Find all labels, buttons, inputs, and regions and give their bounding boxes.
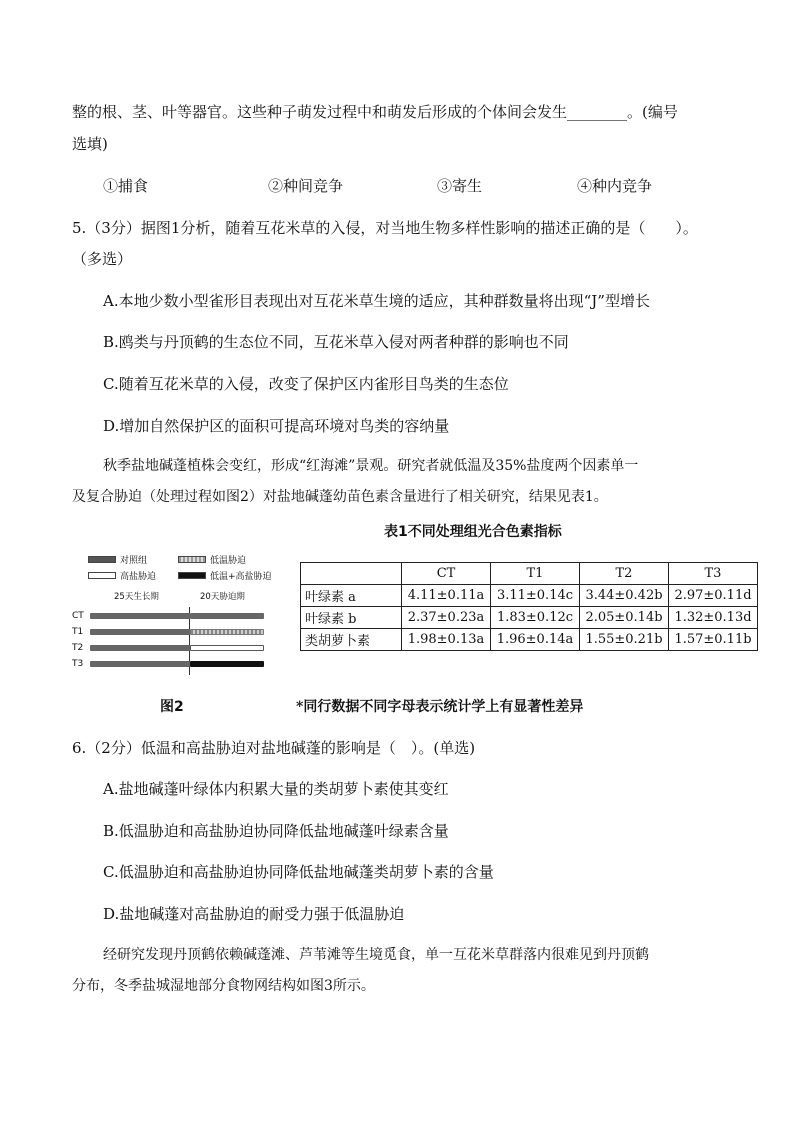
phase-label-growth: 25天生长期 — [114, 592, 159, 602]
question-5-option-c: C.随着互花米草的入侵，改变了保护区内雀形目鸟类的生态位 — [103, 375, 509, 393]
bar-ct-stress — [190, 613, 264, 619]
table-cell: 2.37±0.23a — [402, 607, 491, 629]
table-row-header: 类胡萝卜素 — [301, 629, 402, 651]
passage-line: 分布，冬季盐城湿地部分食物网结构如图3所示。 — [72, 978, 375, 994]
question-5-option-a: A.本地少数小型雀形目表现出对互花米草生境的适应，其种群数量将出现“J”型增长 — [103, 292, 650, 310]
question-6-stem: 6.（2分）低温和高盐胁迫对盐地碱蓬的影响是（ ）。(单选) — [72, 739, 476, 757]
option-1: ①捕食 — [103, 177, 149, 195]
table-cell: 1.55±0.21b — [580, 629, 669, 651]
legend-item-low-temp: 低温胁迫 — [178, 553, 246, 566]
passage-line: 及复合胁迫（处理过程如图2）对盐地碱蓬幼苗色素含量进行了相关研究，结果见表1。 — [72, 489, 608, 505]
legend-item-control: 对照组 — [88, 553, 147, 566]
table-header-row — [301, 563, 758, 585]
bar-t2-stress — [190, 645, 264, 651]
table-header-cell: T2 — [580, 563, 669, 585]
paragraph-line: 选填) — [72, 135, 108, 153]
phase-label-stress: 20天胁迫期 — [200, 592, 245, 602]
table-header-cell — [301, 563, 402, 585]
legend-item-high-salt: 高盐胁迫 — [88, 569, 156, 582]
question-6-option-d: D.盐地碱蓬对高盐胁迫的耐受力强于低温胁迫 — [103, 905, 405, 923]
passage-line: 秋季盐地碱蓬植株会变红，形成“红海滩”景观。研究者就低温及35%盐度两个因素单一 — [103, 458, 639, 474]
question-6-option-b: B.低温胁迫和高盐胁迫协同降低盐地碱蓬叶绿素含量 — [103, 822, 449, 840]
table-cell: 2.97±0.11d — [669, 585, 758, 607]
question-5-option-d: D.增加自然保护区的面积可提高环境对鸟类的容纳量 — [103, 417, 450, 435]
table-cell: 2.05±0.14b — [580, 607, 669, 629]
table-row — [301, 585, 758, 607]
option-4: ④种内竞争 — [577, 177, 653, 195]
table-row — [301, 607, 758, 629]
passage-line: 经研究发现丹顶鹤依赖碱蓬滩、芦苇滩等生境觅食，单一互花米草群落内很难见到丹顶鹤 — [103, 947, 649, 963]
question-5-note: （多选） — [72, 250, 133, 268]
option-2: ②种间竞争 — [268, 177, 344, 195]
paragraph-line: 整的根、茎、叶等器官。这些种子萌发过程中和萌发后形成的个体间会发生________。(编号 — [72, 103, 678, 121]
table-footnote: *同行数据不同字母表示统计学上有显著性差异 — [296, 699, 584, 715]
bar-t1-stress — [190, 629, 264, 635]
table-cell: 1.32±0.13d — [669, 607, 758, 629]
question-6-option-a: A.盐地碱蓬叶绿体内积累大量的类胡萝卜素使其变红 — [103, 780, 449, 798]
table-title: 表1不同处理组光合色素指标 — [384, 524, 562, 540]
table-cell: 1.83±0.12c — [491, 607, 580, 629]
table-header-cell: T3 — [669, 563, 758, 585]
legend-item-combined: 低温+高盐胁迫 — [178, 569, 272, 582]
question-5-stem: 5.（3分）据图1分析，随着互花米草的入侵，对当地生物多样性影响的描述正确的是（ ）。 — [72, 219, 698, 237]
figure-2-caption: 图2 — [160, 699, 184, 715]
bar-t1-growth — [90, 629, 190, 635]
table-cell: 1.57±0.11b — [669, 629, 758, 651]
option-3: ③寄生 — [437, 177, 483, 195]
table-cell: 1.96±0.14a — [491, 629, 580, 651]
pigment-table — [300, 562, 758, 651]
table-cell: 3.44±0.42b — [580, 585, 669, 607]
row-label-t3: T3 — [72, 659, 84, 669]
table-row — [301, 629, 758, 651]
table-header-cell: T1 — [491, 563, 580, 585]
bar-t2-growth — [90, 645, 190, 651]
row-label-t2: T2 — [72, 643, 84, 653]
table-cell: 1.98±0.13a — [402, 629, 491, 651]
table-cell: 3.11±0.14c — [491, 585, 580, 607]
question-5-option-b: B.鸥类与丹顶鹤的生态位不同，互花米草入侵对两者种群的影响也不同 — [103, 333, 569, 351]
bar-t3-stress — [190, 661, 264, 667]
row-label-ct: CT — [72, 611, 84, 621]
table-header-cell: CT — [402, 563, 491, 585]
bar-ct-growth — [90, 613, 190, 619]
table-row-header: 叶绿素 b — [301, 607, 402, 629]
table-cell: 4.11±0.11a — [402, 585, 491, 607]
bar-t3-growth — [90, 661, 190, 667]
figure-2-diagram — [72, 553, 282, 683]
table-row-header: 叶绿素 a — [301, 585, 402, 607]
row-label-t1: T1 — [72, 627, 84, 637]
question-6-option-c: C.低温胁迫和高盐胁迫协同降低盐地碱蓬类胡萝卜素的含量 — [103, 863, 494, 881]
